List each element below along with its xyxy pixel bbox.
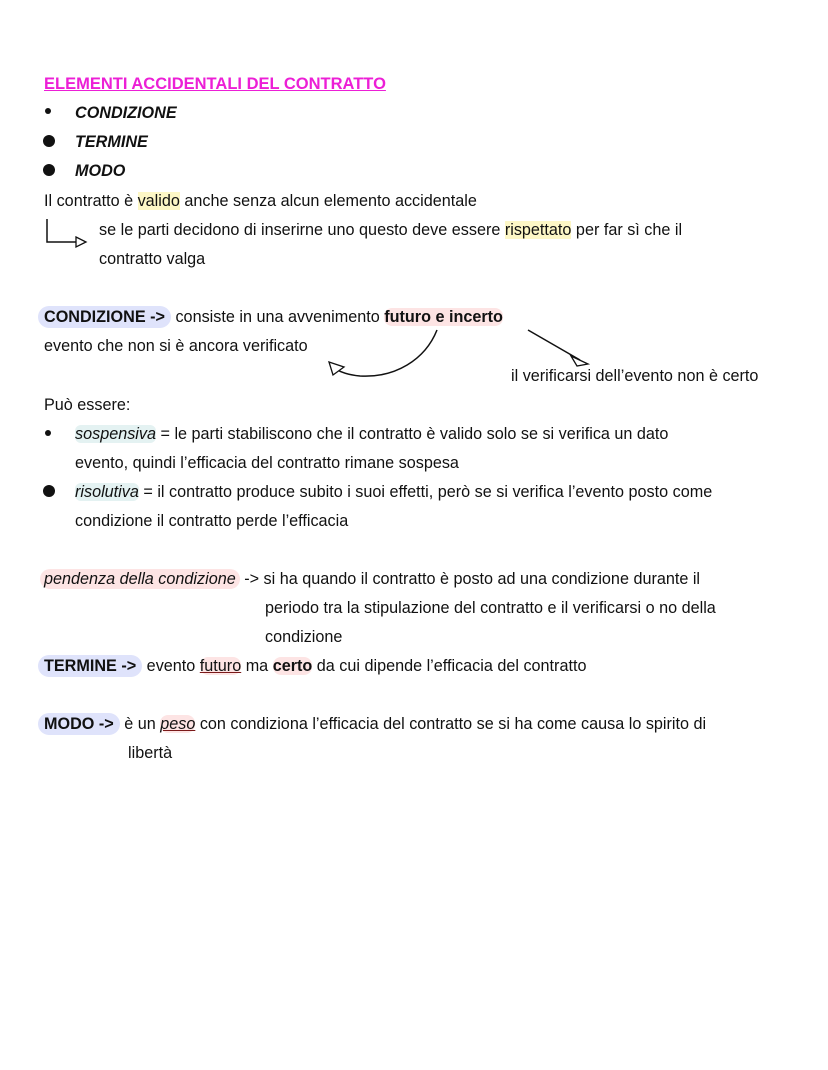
item-risolutiva-line2: condizione il contratto perde l’efficacia xyxy=(75,512,349,530)
item-sospensiva-line2: evento, quindi l’efficacia del contratto rimane sospesa xyxy=(75,454,459,472)
note-left: evento che non si è ancora verificato xyxy=(44,337,308,355)
straight-arrow-head-icon xyxy=(571,356,588,366)
pendenza-line3: condizione xyxy=(265,628,343,646)
list-item-condizione: CONDIZIONE xyxy=(75,104,177,122)
modo-definition: MODO -> è un peso con condiziona l’efficacia del contratto se si ha come causa lo spirito di xyxy=(44,714,706,734)
futuro-incerto-highlight: futuro e incerto xyxy=(384,308,503,326)
page-title: ELEMENTI ACCIDENTALI DEL CONTRATTO xyxy=(44,75,386,93)
bent-arrow-icon xyxy=(47,219,78,242)
list-item-modo: MODO xyxy=(75,162,126,180)
pendenza-label: pendenza della condizione xyxy=(40,569,240,589)
curved-arrow-head-icon xyxy=(329,362,344,375)
intro-arrow-text: se le parti decidono di inserirne uno questo deve essere rispettato per far sì che il xyxy=(99,221,683,239)
term-sospensiva: sospensiva xyxy=(75,425,156,443)
futuro-underlined: futuro xyxy=(199,657,242,675)
termine-definition: TERMINE -> evento futuro ma certo da cui dipende l’efficacia del contratto xyxy=(44,656,586,676)
intro-arrow-text-line2: contratto valga xyxy=(99,250,206,268)
item-sospensiva: sospensiva = le parti stabiliscono che il contratto è valido solo se si verifica un dato xyxy=(75,425,669,443)
highlight-valido: valido xyxy=(137,192,180,210)
certo-highlight: certo xyxy=(272,657,313,675)
curved-arrow-icon xyxy=(332,330,437,376)
peso-underlined: peso xyxy=(160,715,196,733)
termine-label: TERMINE -> xyxy=(38,655,142,677)
straight-arrow-icon xyxy=(528,330,580,360)
list-item-termine: TERMINE xyxy=(75,133,148,151)
term-risolutiva: risolutiva xyxy=(75,483,139,501)
puo-essere: Può essere: xyxy=(44,396,131,414)
modo-label: MODO -> xyxy=(38,713,120,735)
condizione-definition: CONDIZIONE -> consiste in una avvenimento futuro e incerto xyxy=(44,307,503,327)
item-risolutiva: risolutiva = il contratto produce subito i suoi effetti, però se si verifica l’evento posto come xyxy=(75,483,713,501)
modo-line2: libertà xyxy=(128,744,173,762)
pendenza-line2: periodo tra la stipulazione del contratto e il verificarsi o no della xyxy=(265,599,716,617)
bent-arrow-head-icon xyxy=(76,237,86,247)
note-right: il verificarsi dell’evento non è certo xyxy=(511,367,759,385)
condizione-label: CONDIZIONE -> xyxy=(38,306,171,328)
pendenza-line: pendenza della condizione -> si ha quando il contratto è posto ad una condizione durante il xyxy=(44,569,700,589)
intro-line: Il contratto è valido anche senza alcun elemento accidentale xyxy=(44,192,477,210)
highlight-rispettato: rispettato xyxy=(504,221,572,239)
